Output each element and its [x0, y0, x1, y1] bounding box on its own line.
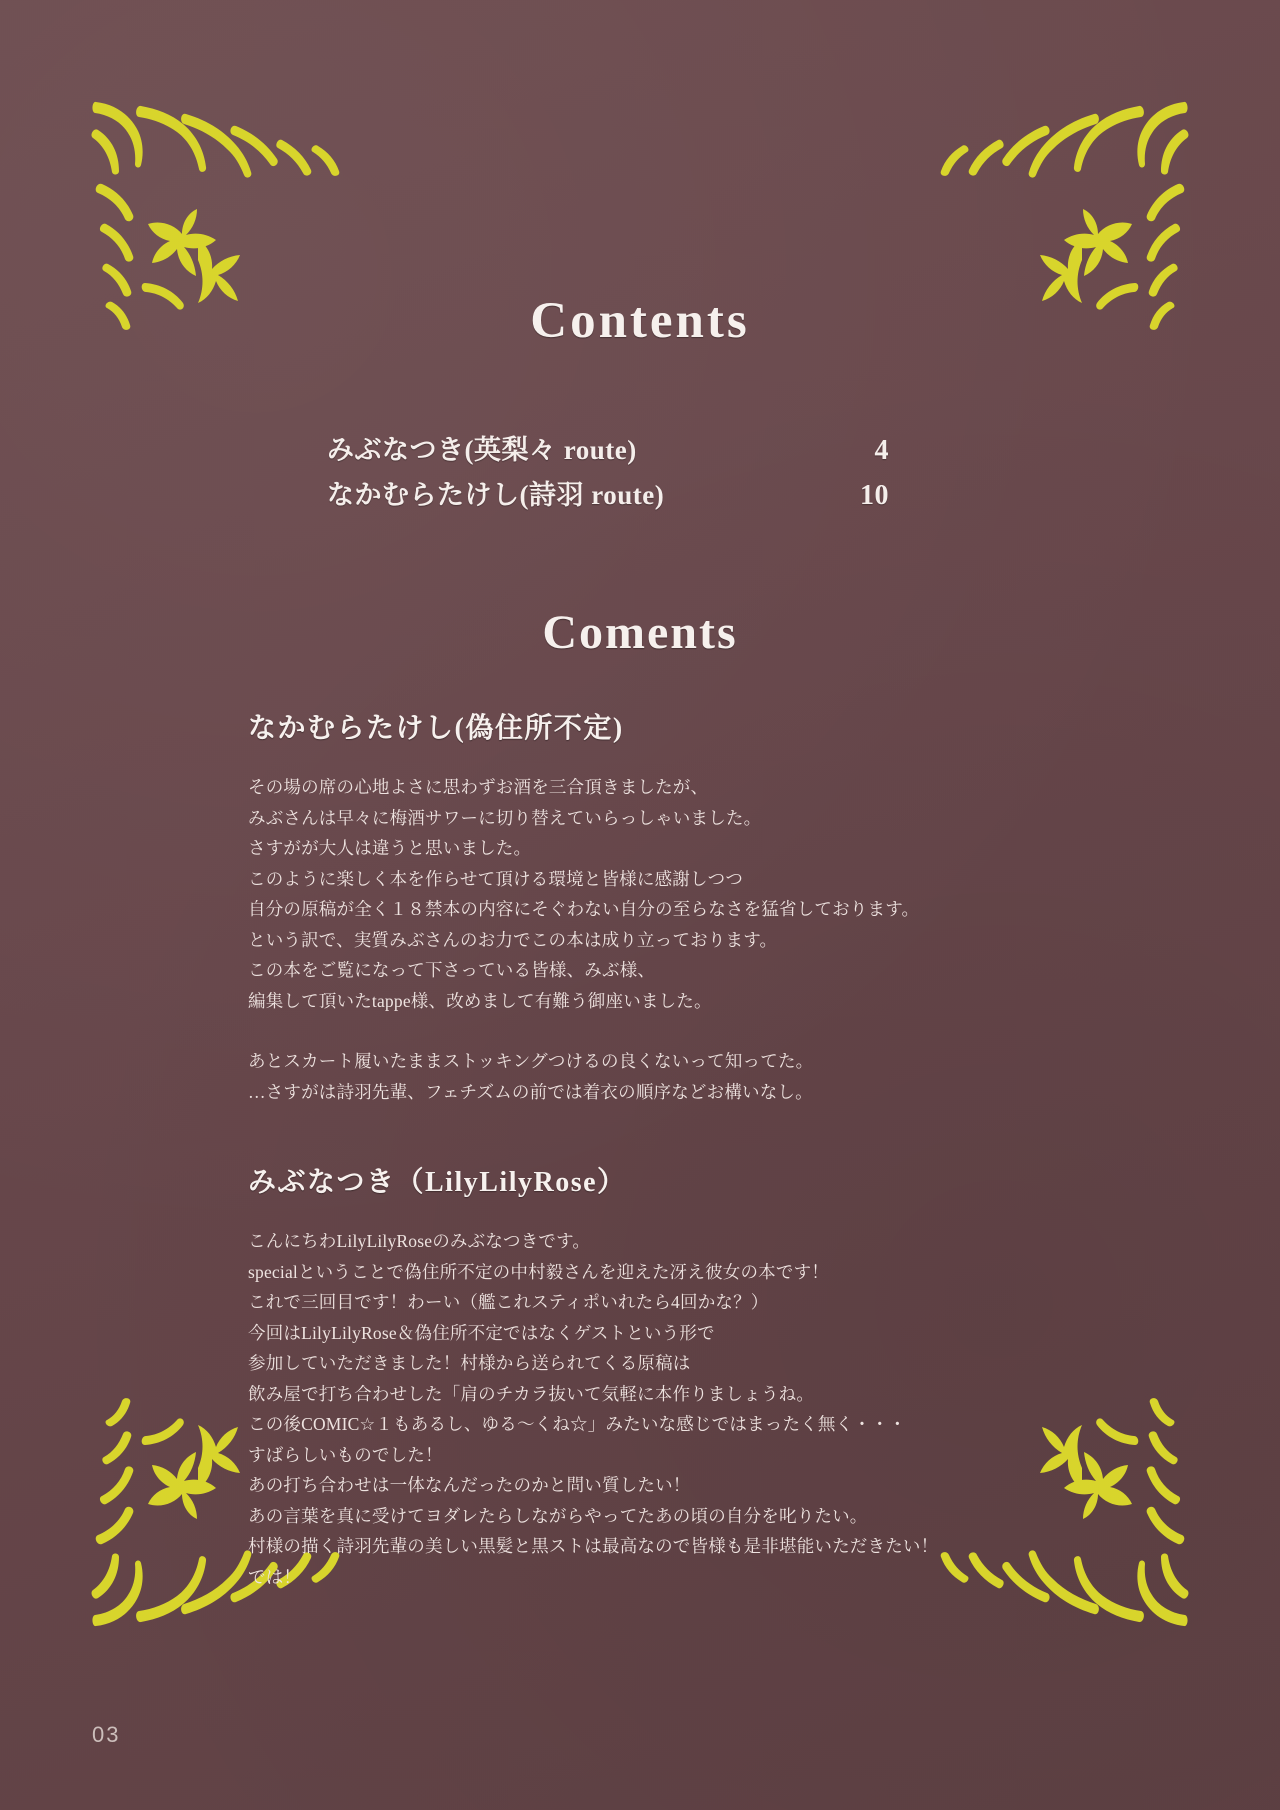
comment-line: specialということで偽住所不定の中村毅さんを迎えた冴え彼女の本です！	[248, 1261, 829, 1282]
comment-line: その場の席の心地よさに思わずお酒を三合頂きましたが、	[248, 777, 709, 797]
comment-line: あとスカート履いたままストッキングつけるの良くないって知ってた。	[248, 1051, 814, 1071]
comment-line: すばらしいものでした！	[248, 1444, 443, 1465]
comment-author-heading: なかむらたけし(偽住所不定)	[248, 713, 624, 744]
comment-section-mibu	[248, 1160, 1128, 1592]
comment-line: 自分の原稿が全く１８禁本の内容にそぐわない自分の至らなさを猛省しております。	[248, 899, 920, 919]
comment-line: みぶさんは早々に梅酒サワーに切り替えていらっしゃいました。	[248, 807, 762, 828]
toc-entry-page: 10	[860, 480, 889, 511]
toc-entry-title: みぶなつき(英梨々 route)	[327, 435, 637, 465]
comment-line: これで三回目です！わーい（艦これスティポいれたら4回かな？）	[248, 1292, 769, 1312]
comment-line: このように楽しく本を作らせて頂ける環境と皆様に感謝しつつ	[248, 868, 744, 889]
page-number: 03	[92, 1722, 121, 1747]
comment-line: あの打ち合わせは一体なんだったのかと問い質したい！	[248, 1475, 691, 1495]
toc-entry-title: なかむらたけし(詩羽 route)	[327, 480, 665, 510]
comment-line: …さすがは詩羽先輩、フェチズムの前では着衣の順序などお構いなし。	[248, 1081, 813, 1102]
comment-line: では！	[248, 1566, 302, 1587]
comment-line: 飲み屋で打ち合わせした「肩のチカラ抜いて気軽に本作りましょうね。	[248, 1383, 815, 1404]
comment-line: という訳で、実質みぶさんのお力でこの本は成り立っております。	[248, 929, 778, 950]
page-title-contents: Contents	[530, 293, 750, 349]
comment-body	[248, 1226, 1128, 1592]
comment-line: 今回はLilyLilyRose＆偽住所不定ではなくゲストという形で	[248, 1322, 715, 1343]
table-of-contents	[327, 428, 973, 518]
paragraph-gap	[248, 1016, 1128, 1046]
section-title-coments: Coments	[542, 606, 738, 659]
toc-entry	[327, 428, 973, 467]
comment-author-heading: みぶなつき（LilyLilyRose）	[248, 1167, 627, 1198]
comment-body	[248, 772, 1128, 1107]
comment-line: こんにちわLilyLilyRoseのみぶなつきです。	[248, 1231, 591, 1251]
comment-line: さすがが大人は違うと思いました。	[248, 838, 532, 858]
comment-line: この本をご覧になって下さっている皆様、みぶ様、	[248, 960, 656, 980]
comment-line: 村様の描く詩羽先輩の美しい黒髪と黒ストは最高なので皆様も是非堪能いただきたい！	[248, 1536, 939, 1556]
comment-line: この後COMIC☆１もあるし、ゆる〜くね☆」みたいな感じではまったく無く・・・	[248, 1414, 907, 1434]
comment-section-nakamura	[248, 706, 1128, 1107]
toc-entry	[327, 473, 973, 512]
comment-line: あの言葉を真に受けてヨダレたらしながらやってたあの頃の自分を叱りたい。	[248, 1505, 868, 1526]
comment-line: 編集して頂いたtappe様、改めまして有難う御座いました。	[248, 990, 712, 1011]
toc-entry-page: 4	[874, 435, 889, 466]
comment-line: 参加していただきました！村様から送られてくる原稿は	[248, 1353, 691, 1373]
